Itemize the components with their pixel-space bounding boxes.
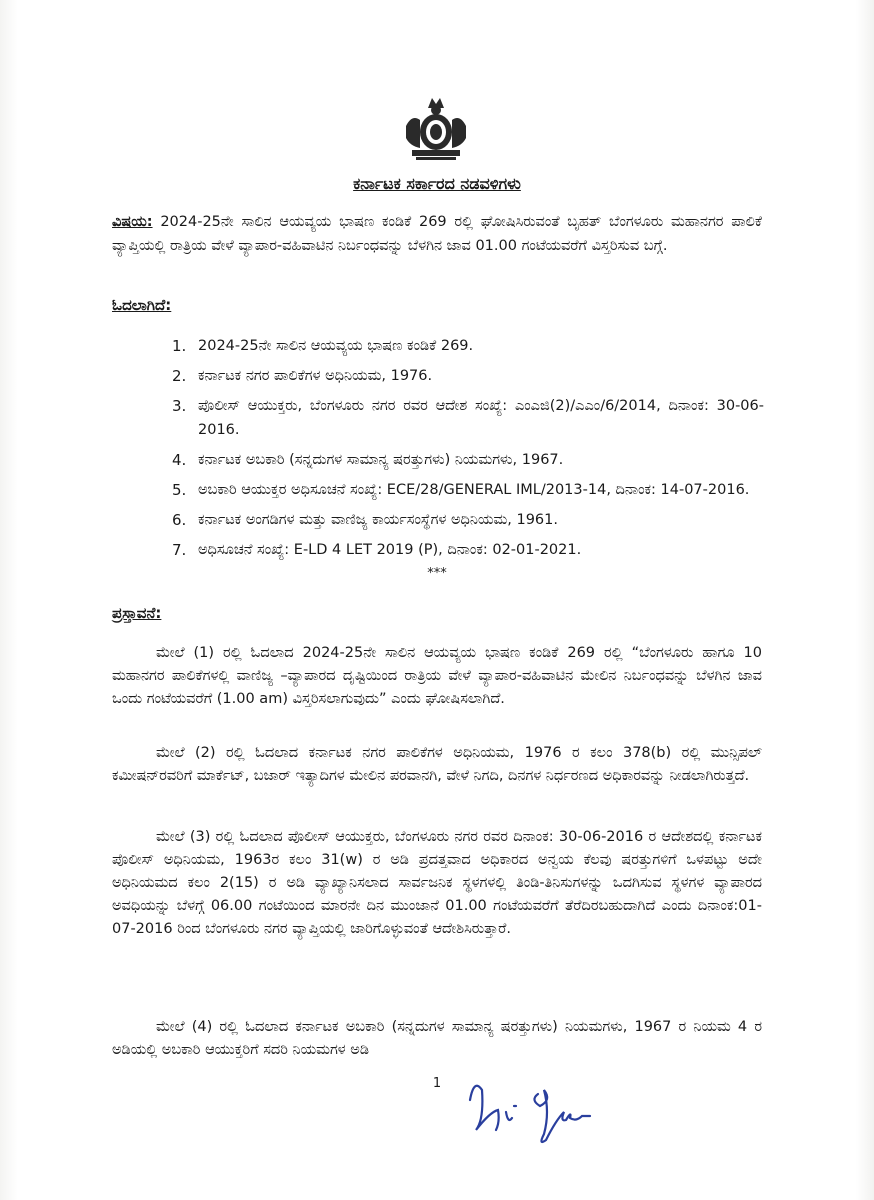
reference-item <box>172 478 764 502</box>
reference-item <box>172 394 764 442</box>
reference-text: ಅಬಕಾರಿ ಆಯುಕ್ತರ ಅಧಿಸೂಚನೆ ಸಂಖ್ಯೆ: ECE/28/GENERAL IML/2013-14, ದಿನಾಂಕ: 14-07-2016. <box>198 482 750 498</box>
subject-label: ವಿಷಯ: <box>112 214 153 230</box>
preamble-paragraph-2: ಮೇಲೆ (2) ರಲ್ಲಿ ಓದಲಾದ ಕರ್ನಾಟಕ ನಗರ ಪಾಲಿಕೆಗಳ ಅಧಿನಿಯಮ, 1976 ರ ಕಲಂ 378(b) ರಲ್ಲಿ ಮುನ್ಸಿಪಲ್ ಕಮೀಷನ್‌ರವರಿಗೆ ಮಾರ್ಕೆಟ್, ಬಜಾರ್ ಇತ್ಯಾದಿಗಳ ಮೇಲಿನ ಪರವಾನಗಿ, ವೇಳೆ ನಿಗದಿ, ದಿನಗಳ ನಿರ್ಧರಣದ ಅಧಿಕಾರವನ್ನು ನೀಡಲಾಗಿರುತ್ತದೆ. <box>112 745 762 784</box>
subject-text: 2024-25ನೇ ಸಾಲಿನ ಆಯವ್ಯಯ ಭಾಷಣ ಕಂಡಿಕೆ 269 ರಲ್ಲಿ ಘೋಷಿಸಿರುವಂತೆ ಬೃಹತ್ ಬೆಂಗಳೂರು ಮಹಾನಗರ ಪಾಲಿಕೆ ವ್ಯಾಪ್ತಿಯಲ್ಲಿ ರಾತ್ರಿಯ ವೇಳೆ ವ್ಯಾಪಾರ-ವಹಿವಾಟಿನ ನಿರ್ಬಂಧವನ್ನು ಬೆಳಗಿನ ಜಾವ 01.00 ಗಂಟೆಯವರೆಗೆ ವಿಸ್ತರಿಸುವ ಬಗ್ಗೆ. <box>112 214 763 254</box>
reference-item <box>172 334 764 358</box>
preamble-paragraph-4: ಮೇಲೆ (4) ರಲ್ಲಿ ಓದಲಾದ ಕರ್ನಾಟಕ ಅಬಕಾರಿ (ಸನ್ನದುಗಳ ಸಾಮಾನ್ಯ ಷರತ್ತುಗಳು) ನಿಯಮಗಳು, 1967 ರ ನಿಯಮ 4 ರ ಅಡಿಯಲ್ಲಿ ಅಬಕಾರಿ ಆಯುಕ್ತರಿಗೆ ಸದರಿ ನಿಯಮಗಳ ಅಡಿ <box>112 1019 762 1058</box>
preamble-paragraph-3: ಮೇಲೆ (3) ರಲ್ಲಿ ಓದಲಾದ ಪೊಲೀಸ್ ಆಯುಕ್ತರು, ಬೆಂಗಳೂರು ನಗರ ರವರ ದಿನಾಂಕ: 30-06-2016 ರ ಆದೇಶದಲ್ಲಿ ಕರ್ನಾಟಕ ಪೊಲೀಸ್ ಅಧಿನಿಯಮ, 1963ರ ಕಲಂ 31(w) ರ ಅಡಿ ಪ್ರದತ್ತವಾದ ಅಧಿಕಾರದ ಅನ್ವಯ ಕೆಲವು ಷರತ್ತುಗಳಿಗೆ ಒಳಪಟ್ಟು ಅದೇ ಅಧಿನಿಯಮದ ಕಲಂ 2(15) ರ ಅಡಿ ವ್ಯಾಖ್ಯಾನಿಸಲಾದ ಸಾರ್ವಜನಿಕ ಸ್ಥಳಗಳಲ್ಲಿ ತಿಂಡಿ-ತಿನಿಸುಗಳನ್ನು ಒದಗಿಸುವ ಸ್ಥಳಗಳ ವ್ಯಾಪಾರದ ಅವಧಿಯನ್ನು ಬೆಳಗ್ಗೆ 06.00 ಗಂಟೆಯಿಂದ ಮಾರನೇ ದಿನ ಮುಂಜಾನೆ 01.00 ಗಂಟೆಯವರೆಗೆ ತೆರೆದಿರಬಹುದಾಗಿದೆ ಎಂದು ದಿನಾಂಕ:01-07-2016 ರಿಂದ ಬೆಂಗಳೂರು ನಗರ ವ್ಯಾಪ್ತಿಯಲ್ಲಿ ಜಾರಿಗೊಳ್ಳುವಂತೆ ಆದೇಶಿಸಿರುತ್ತಾರೆ. <box>112 829 762 937</box>
reference-number: 1. <box>172 337 187 355</box>
reference-item <box>172 538 764 562</box>
karnataka-emblem-icon <box>398 86 474 162</box>
reference-text: ಕರ್ನಾಟಕ ಅಂಗಡಿಗಳ ಮತ್ತು ವಾಣಿಜ್ಯ ಕಾರ್ಯಸಂಸ್ಥೆಗಳ ಅಧಿನಿಯಮ, 1961. <box>198 512 558 528</box>
reference-number: 5. <box>172 481 187 499</box>
reference-text: ಪೊಲೀಸ್ ಆಯುಕ್ತರು, ಬೆಂಗಳೂರು ನಗರ ರವರ ಆದೇಶ ಸಂಖ್ಯೆ: ಎಂಎಜಿ(2)/ಎಎಂ/6/2014, ದಿನಾಂಕ: 30-06-2016. <box>198 398 764 438</box>
reference-number: 4. <box>172 451 187 469</box>
section-separator: *** <box>427 566 447 581</box>
reference-text: ಕರ್ನಾಟಕ ಅಬಕಾರಿ (ಸನ್ನದುಗಳ ಸಾಮಾನ್ಯ ಷರತ್ತುಗಳು) ನಿಯಮಗಳು, 1967. <box>198 452 564 468</box>
reference-number: 2. <box>172 367 187 385</box>
reference-number: 6. <box>172 511 187 529</box>
reference-text: ಕರ್ನಾಟಕ ನಗರ ಪಾಲಿಕೆಗಳ ಅಧಿನಿಯಮ, 1976. <box>198 368 433 384</box>
references-list <box>172 334 764 568</box>
preamble-heading: ಪ್ರಸ್ತಾವನೆ: <box>112 604 162 622</box>
reference-item <box>172 448 764 472</box>
subject-paragraph <box>112 210 762 258</box>
reference-number: 3. <box>172 397 187 415</box>
reference-item <box>172 508 764 532</box>
reference-text: 2024-25ನೇ ಸಾಲಿನ ಆಯವ್ಯಯ ಭಾಷಣ ಕಂಡಿಕೆ 269. <box>198 338 474 354</box>
document-title: ಕರ್ನಾಟಕ ಸರ್ಕಾರದ ನಡವಳಿಗಳು <box>353 174 521 193</box>
reference-text: ಅಧಿಸೂಚನೆ ಸಂಖ್ಯೆ: E-LD 4 LET 2019 (P), ದಿನಾಂಕ: 02-01-2021. <box>198 542 582 558</box>
preamble-paragraph-1: ಮೇಲೆ (1) ರಲ್ಲಿ ಓದಲಾದ 2024-25ನೇ ಸಾಲಿನ ಆಯವ್ಯಯ ಭಾಷಣ ಕಂಡಿಕೆ 269 ರಲ್ಲಿ “ಬೆಂಗಳೂರು ಹಾಗೂ 10 ಮಹಾನಗರ ಪಾಲಿಕೆಗಳಲ್ಲಿ ವಾಣಿಜ್ಯ –ವ್ಯಾಪಾರದ ದೃಷ್ಟಿಯಿಂದ ರಾತ್ರಿಯ ವೇಳೆ ವ್ಯಾಪಾರ-ವಹಿವಾಟಿನ ಮೇಲಿನ ನಿರ್ಬಂಧವನ್ನು ಬೆಳಗಿನ ಜಾವ ಒಂದು ಗಂಟೆಯವರೆಗೆ (1.00 am) ವಿಸ್ತರಿಸಲಾಗುವುದು” ಎಂದು ಘೋಷಿಸಲಾಗಿದೆ. <box>112 645 762 707</box>
signature-icon <box>460 1060 630 1160</box>
page-number: 1 <box>432 1076 442 1091</box>
references-heading: ಓದಲಾಗಿದೆ: <box>112 296 172 314</box>
reference-item <box>172 364 764 388</box>
reference-number: 7. <box>172 541 187 559</box>
